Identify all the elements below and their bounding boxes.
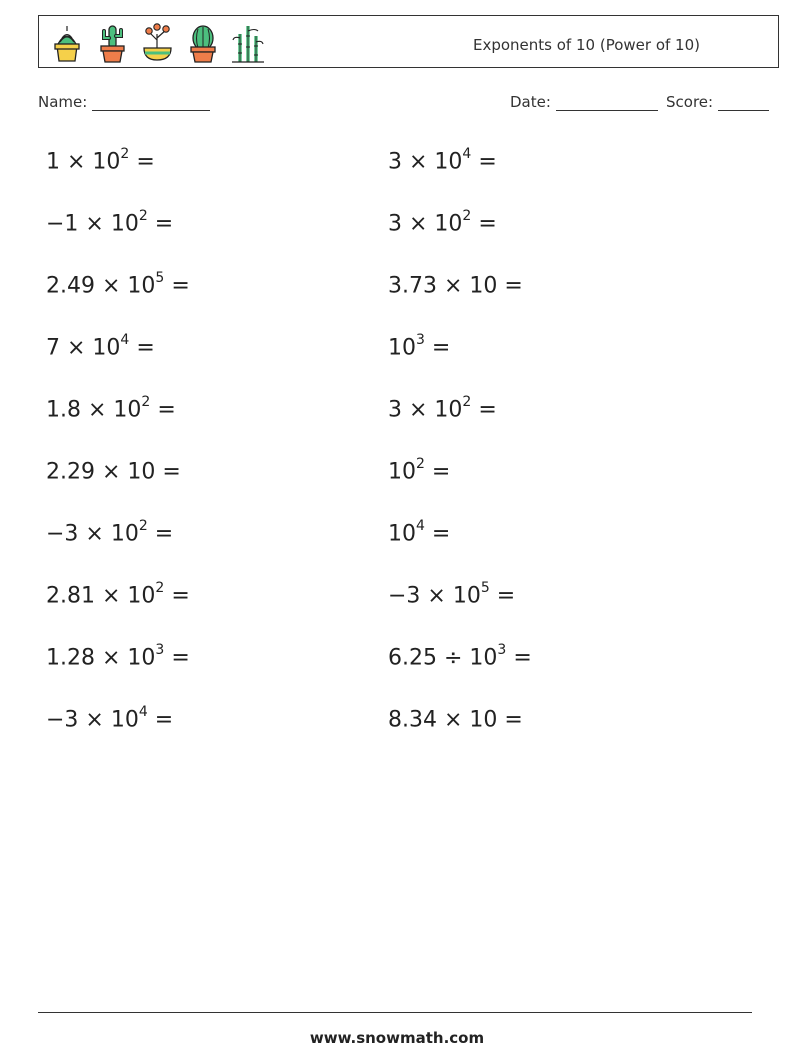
date-line[interactable]	[556, 95, 658, 111]
round-cactus-pot-icon	[184, 22, 221, 64]
problem: $3 \times 10^4$ =	[388, 146, 497, 175]
problem: $3 \times 10^2$ =	[388, 208, 497, 237]
footer-website[interactable]: www.snowmath.com	[309, 1029, 485, 1047]
problem: $1.28 \times 10^3$ =	[46, 642, 190, 671]
name-label: Name:	[38, 93, 88, 111]
problem: $7 \times 10^4$ =	[46, 332, 155, 361]
problem: $-3 \times 10^4$ =	[46, 704, 174, 733]
problem: $2.49 \times 10^5$ =	[46, 270, 190, 299]
cactus-pot-icon	[94, 22, 131, 64]
problem: $10^3$ =	[388, 332, 451, 361]
worksheet-header	[38, 15, 779, 68]
name-line[interactable]	[92, 95, 210, 111]
footer-divider	[38, 1012, 752, 1013]
potted-succulent-icon	[49, 22, 86, 64]
problem: 2.29 × 10 =	[46, 459, 181, 485]
score-line[interactable]	[718, 95, 769, 111]
problem: $-3 \times 10^5$ =	[388, 580, 516, 609]
problem: $3 \times 10^2$ =	[388, 394, 497, 423]
hanging-flower-pot-icon	[139, 22, 176, 64]
problem: $1.8 \times 10^2$ =	[46, 394, 176, 423]
date-field	[510, 93, 658, 111]
decorative-plants	[49, 22, 266, 64]
problem: $6.25 \div 10^3$ =	[388, 642, 532, 671]
problem: $10^2$ =	[388, 456, 451, 485]
worksheet-title: Exponents of 10 (Power of 10)	[473, 36, 700, 54]
problem: 3.73 × 10 =	[388, 273, 523, 299]
problem: $-1 \times 10^2$ =	[46, 208, 174, 237]
date-label: Date:	[510, 93, 551, 111]
problem: $1 \times 10^2$ =	[46, 146, 155, 175]
score-field	[666, 93, 769, 111]
problem: 8.34 × 10 =	[388, 707, 523, 733]
bamboo-icon	[229, 22, 266, 64]
name-field	[38, 93, 210, 111]
problem: $10^4$ =	[388, 518, 451, 547]
score-label: Score:	[666, 93, 714, 111]
problem: $-3 \times 10^2$ =	[46, 518, 174, 547]
problem: $2.81 \times 10^2$ =	[46, 580, 190, 609]
